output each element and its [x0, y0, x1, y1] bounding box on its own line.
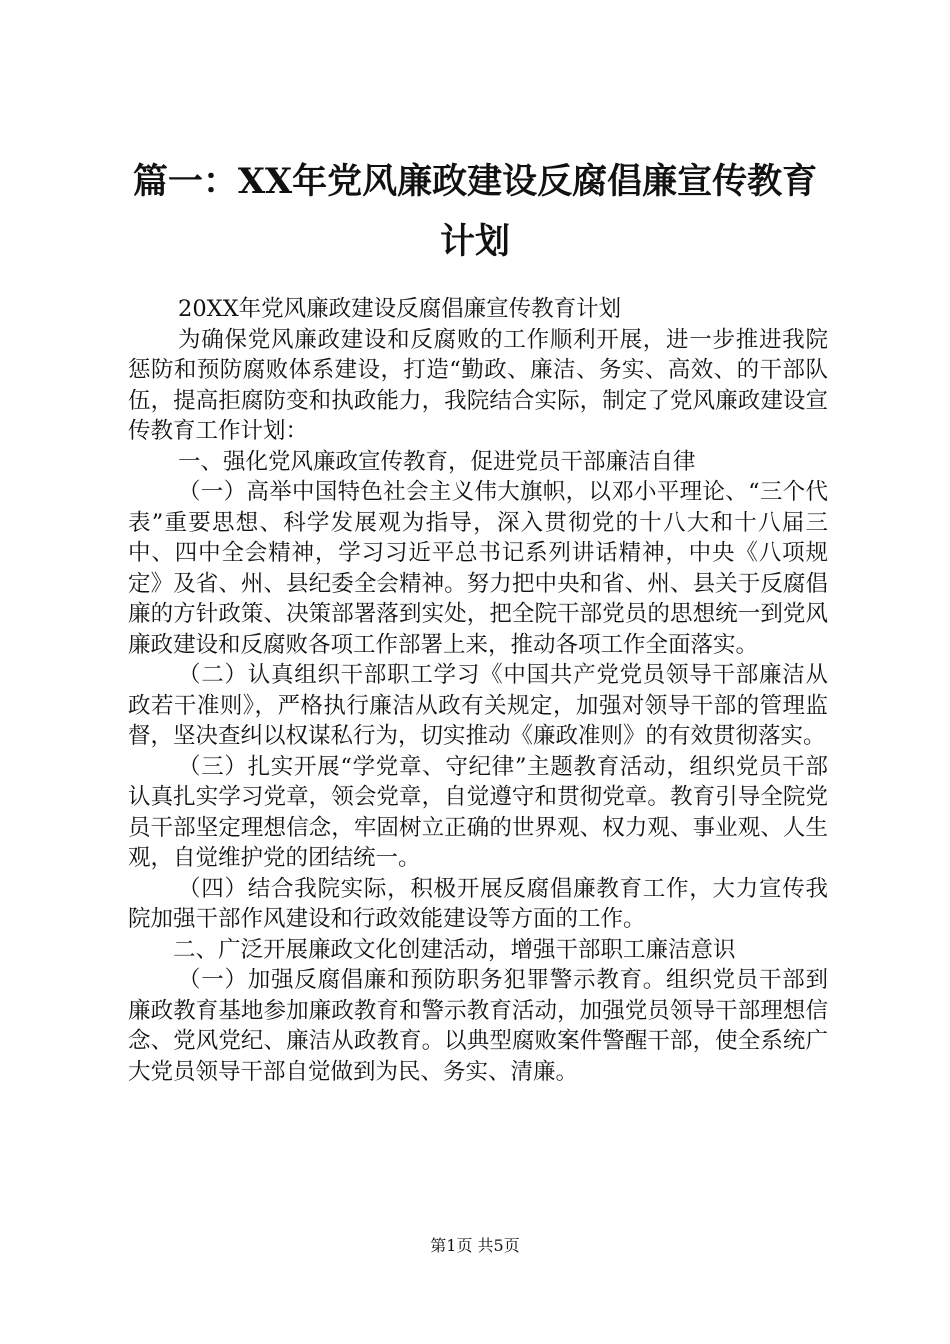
paragraph-2-1: （一）加强反腐倡廉和预防职务犯罪警示教育。组织党员干部到廉政教育基地参加廉政教育和警示教育活动，加强党员领导干部理想信念、党风党纪、廉洁从政教育。以典型腐败案件警醒干部，使全系统广大党员领导干部自觉做到为民、务实、清廉。 [128, 967, 828, 1085]
section-heading-1: 一、强化党风廉政宣传教育，促进党员干部廉洁自律 [178, 448, 696, 475]
document-title-line-2: 计划 [439, 221, 510, 262]
paragraph-1-1: （一）高举中国特色社会主义伟大旗帜，以邓小平理论、“三个代表”重要思想、科学发展观为指导，深入贯彻党的十八大和十八届三中、四中全会精神，学习习近平总书记系列讲话精神，中央《八项规定》及省、州、县纪委全会精神。努力把中央和省、州、县关于反腐倡廉的方针政策、决策部署落到实处，把全院干部党员的思想统一到党风廉政建设和反腐败各项工作部署上来，推动各项工作全面落实。 [128, 479, 828, 658]
document-body [128, 294, 828, 1087]
page-footer: 第1页 共5页 [430, 1236, 520, 1255]
paragraph-intro: 为确保党风廉政建设和反腐败的工作顺利开展，进一步推进我院惩防和预防腐败体系建设，打造“勤政、廉洁、务实、高效、的干部队伍，提高拒腐防变和执政能力，我院结合实际，制定了党风廉政建设宣传教育工作计划： [128, 326, 828, 444]
document-title-line-1: 篇一：XX年党风廉政建设反腐倡廉宣传教育 [132, 161, 818, 202]
paragraph-1-2: （二）认真组织干部职工学习《中国共产党党员领导干部廉洁从政若干准则》，严格执行廉洁从政有关规定，加强对领导干部的管理监督，坚决查纠以权谋私行为，切实推动《廉政准则》的有效贯彻落实。 [128, 662, 828, 749]
paragraph-1-4: （四）结合我院实际，积极开展反腐倡廉教育工作，大力宣传我院加强干部作风建设和行政效能建设等方面的工作。 [128, 875, 828, 932]
section-heading-2: 二、广泛开展廉政文化创建活动，增强干部职工廉洁意识 [173, 936, 736, 963]
document-subtitle: 20XX年党风廉政建设反腐倡廉宣传教育计划 [178, 296, 622, 322]
paragraph-1-3: （三）扎实开展“学党章、守纪律”主题教育活动，组织党员干部认真扎实学习党章，领会党章，自觉遵守和贯彻党章。教育引导全院党员干部坚定理想信念，牢固树立正确的世界观、权力观、事业观、人生观，自觉维护党的团结统一。 [128, 753, 828, 871]
